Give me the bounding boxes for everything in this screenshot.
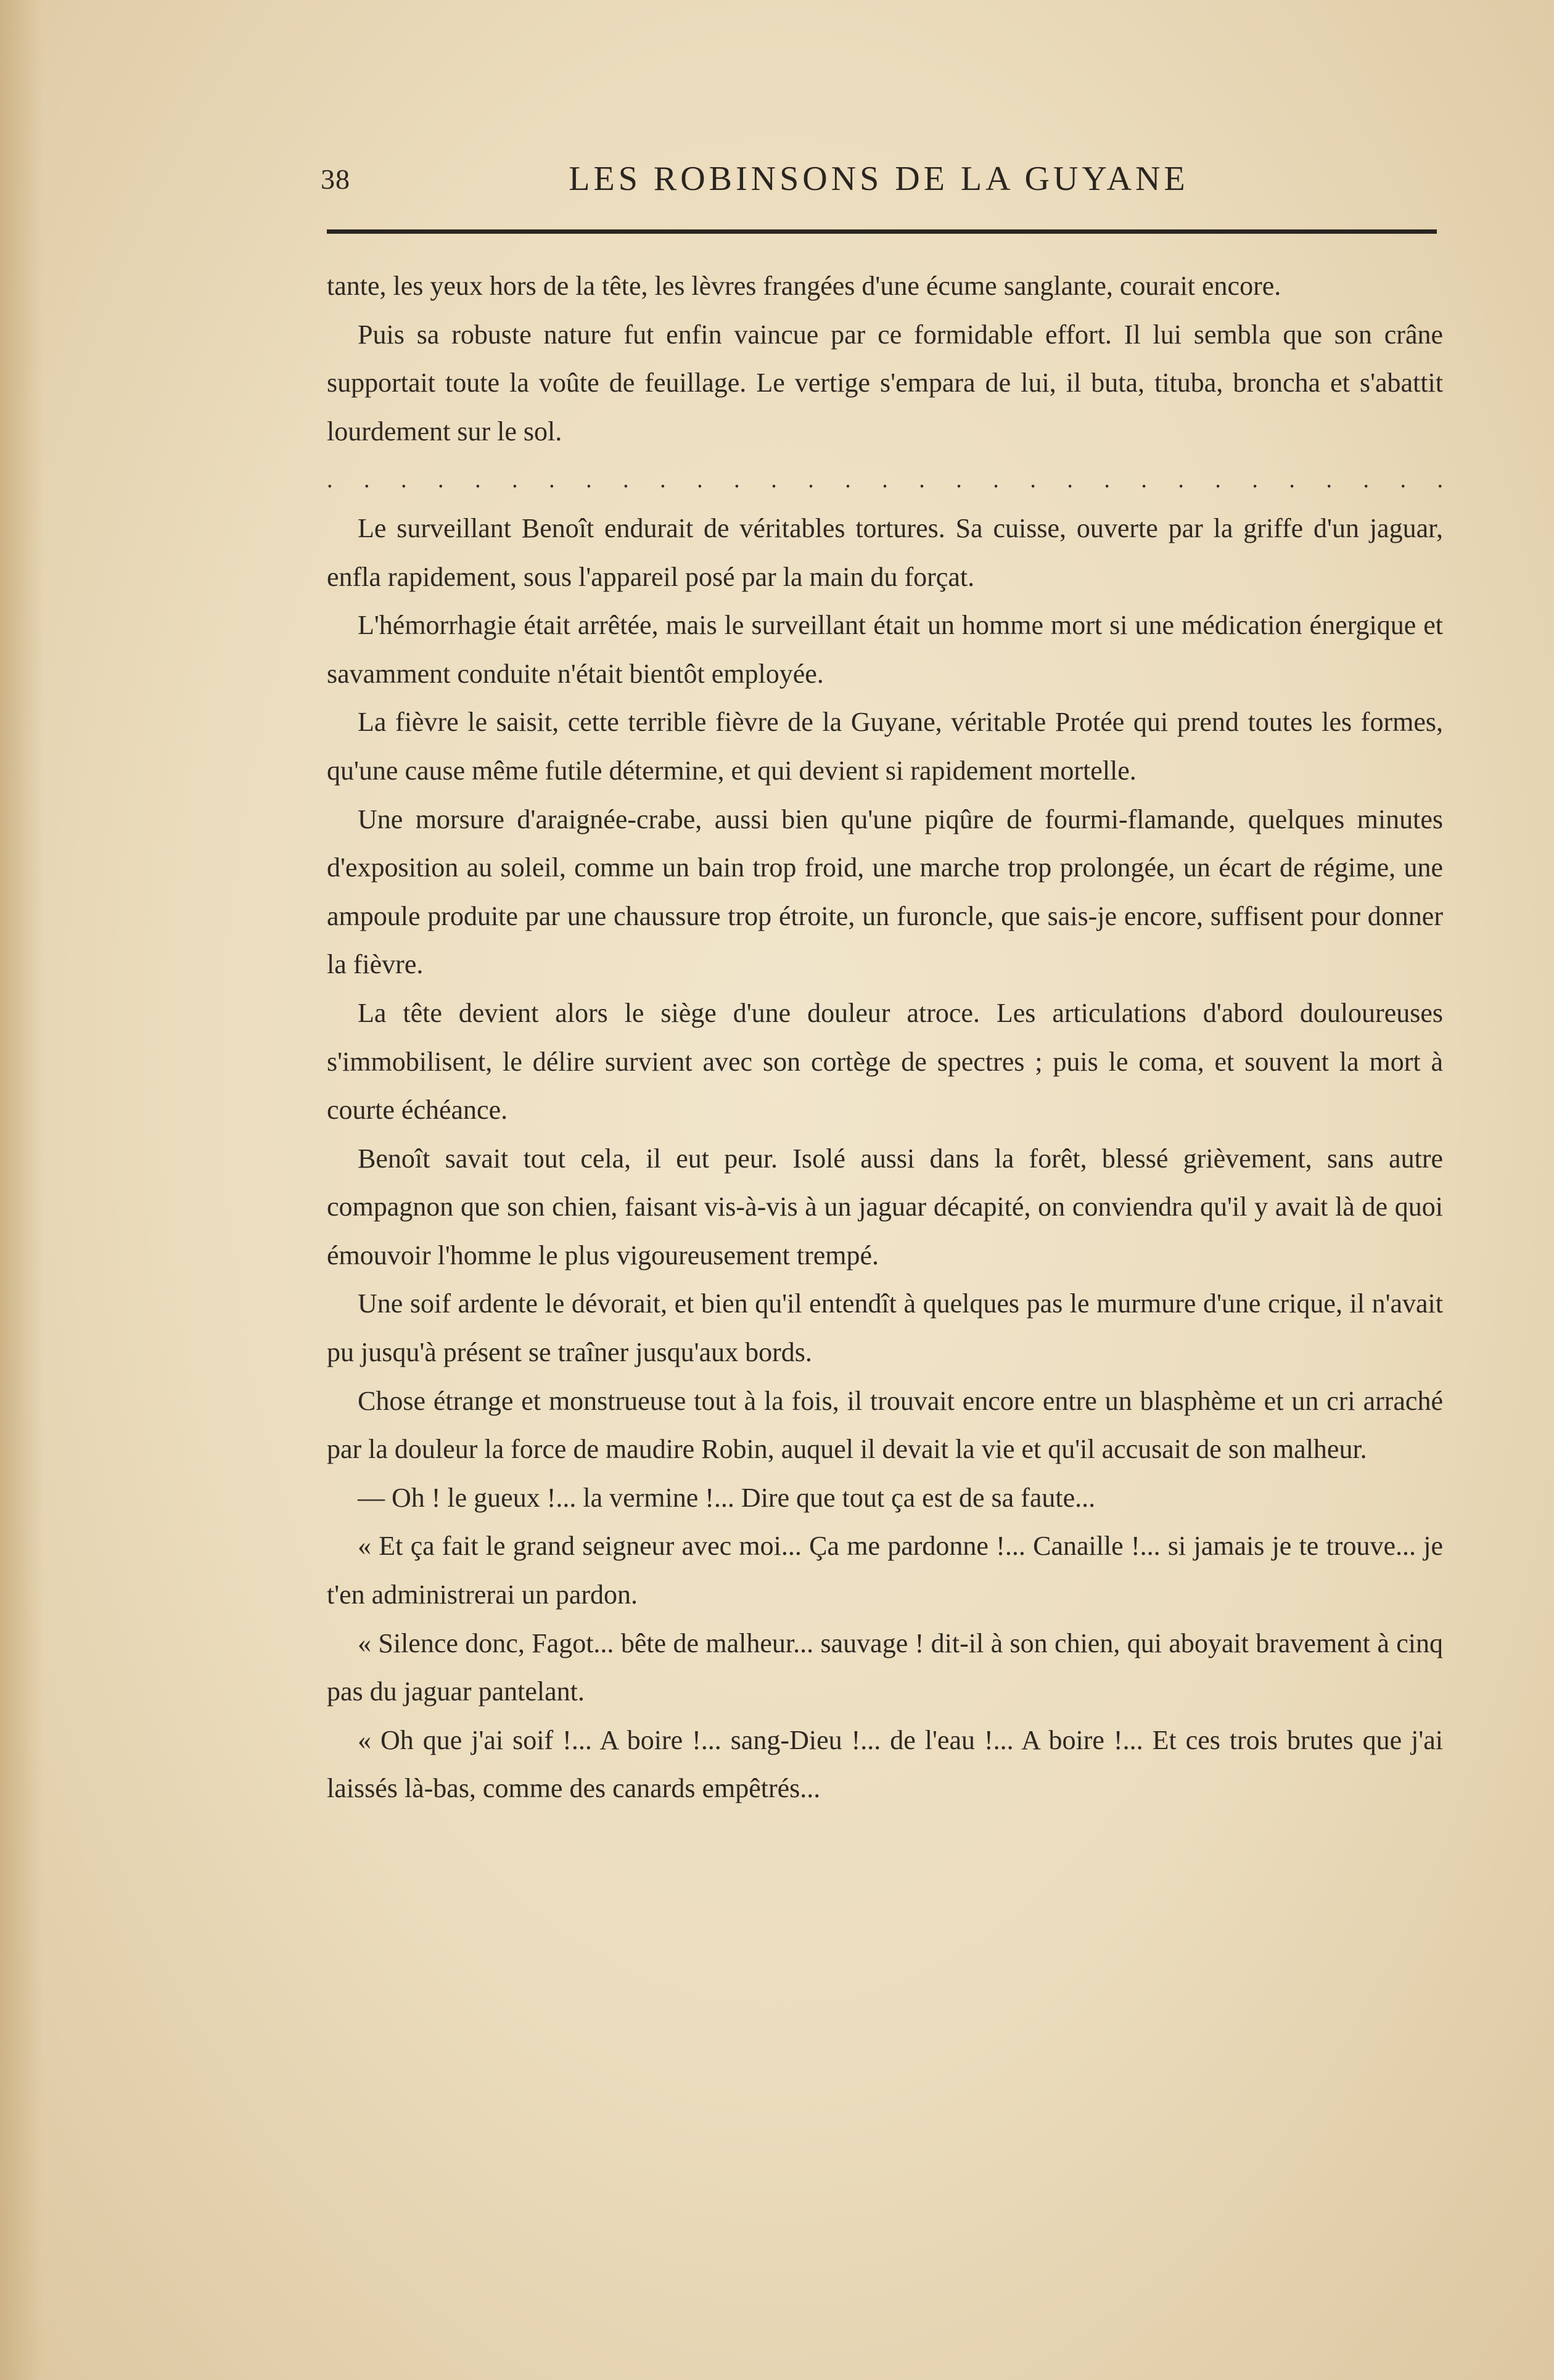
paragraph: Une morsure d'araignée-crabe, aussi bien qu'une piqûre de fourmi-flamande, quelques minutes d'exposition au soleil, comme un bain trop froid, une marche trop prolongée, un écart de régime, une ampoule produite par une chaussure trop étroite, un furoncle, que sais-je encore, suffisent pour donner la fièvre. [327,804,1443,980]
paragraph: Chose étrange et monstrueuse tout à la fois, il trouvait encore entre un blasphème et un cri arraché par la douleur la force de maudire Robin, auquel il devait la vie et qu'il accusait de son malheur. [327,1385,1443,1465]
paragraph: Une soif ardente le dévorait, et bien qu'il entendît à quelques pas le murmure d'une crique, il n'avait pu jusqu'à présent se traîner jusqu'aux bords. [327,1288,1443,1368]
page-gutter-shadow [0,0,43,2380]
section-break: . . . . . . . . . . . . . . . . . . . . . . . . . . . . . . . [327,467,1443,493]
paragraph: La fièvre le saisit, cette terrible fièvre de la Guyane, véritable Protée qui prend toutes les formes, qu'une cause même futile détermine, et qui devient si rapidement mortelle. [327,707,1443,786]
dialogue-line: « Et ça fait le grand seigneur avec moi... Ça me pardonne !... Canaille !... si jamais je te trouve... je t'en administrerai un pardon. [327,1531,1443,1610]
dialogue-line: « Silence donc, Fagot... bête de malheur... sauvage ! dit-il à son chien, qui aboyait bravement à cinq pas du jaguar pantelant. [327,1628,1443,1707]
page-header [321,159,1437,208]
dialogue-line: « Oh que j'ai soif !... A boire !... sang-Dieu !... de l'eau !... A boire !... Et ces trois brutes que j'ai laissés là-bas, comme des canards empêtrés... [327,1724,1443,1804]
page-number: 38 [321,163,350,195]
paragraph: Benoît savait tout cela, il eut peur. Isolé aussi dans la forêt, blessé grièvement, sans autre compagnon que son chien, faisant vis-à-vis à un jaguar décapité, on conviendra qu'il y avait là de quoi émouvoir l'homme le plus vigoureusement trempé. [327,1143,1443,1270]
paragraph: L'hémorrhagie était arrêtée, mais le surveillant était un homme mort si une médication énergique et savamment conduite n'était bientôt employée. [327,610,1443,689]
paragraph: tante, les yeux hors de la tête, les lèvres frangées d'une écume sanglante, courait encore. [327,271,1281,301]
paragraph: Le surveillant Benoît endurait de véritables tortures. Sa cuisse, ouverte par la griffe d'un jaguar, enfla rapidement, sous l'appareil posé par la main du forçat. [327,513,1443,592]
paragraph: La tête devient alors le siège d'une douleur atroce. Les articulations d'abord douloureuses s'immobilisent, le délire survient avec son cortège de spectres ; puis le coma, et souvent la mort à courte échéance. [327,997,1443,1126]
paragraph: Puis sa robuste nature fut enfin vaincue par ce formidable effort. Il lui sembla que son crâne supportait toute la voûte de feuillage. Le vertige s'empara de lui, il buta, tituba, broncha et s'abattit lourdement sur le sol. [327,319,1443,447]
dialogue-line: — Oh ! le gueux !... la vermine !... Dire que tout ça est de sa faute... [358,1482,1096,1513]
header-rule [327,229,1437,234]
body-text [327,262,1443,1813]
running-title: LES ROBINSONS DE LA GUYANE [569,160,1189,198]
